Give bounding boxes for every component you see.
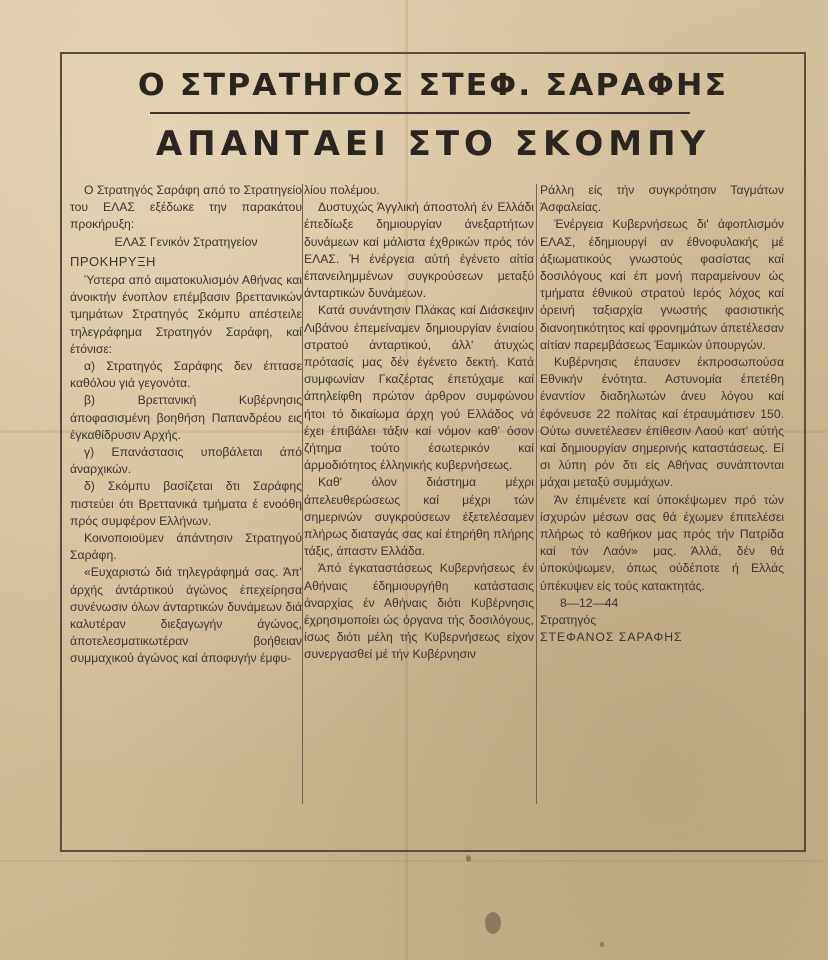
paper-hole <box>600 942 604 947</box>
article-column-1 <box>70 182 302 668</box>
paragraph: β) Βρεττανική Κυβέρνησις άποφασισμένη βοηθήση Παπανδρέου εις έγκαθίδρυσιν Αρχής. <box>70 393 302 442</box>
paragraph: α) Στρατηγός Σαράφης δεν έπτασε καθόλου γιά γεγονότα. <box>70 359 302 391</box>
paragraph-hq: ΕΛΑΣ Γενικόν Στρατηγείον <box>114 234 258 249</box>
article-column-3 <box>540 182 784 646</box>
signature-date: 8—12—44 <box>560 595 619 610</box>
signature-name: ΣΤΕΦΑΝΟΣ ΣΑΡΑΦΗΣ <box>540 630 683 645</box>
paper-hole <box>466 855 471 862</box>
paragraph: Κοινοποιοϋμεν άπάντησιν Στρατηγού Σαράφη. <box>70 531 302 563</box>
column-divider <box>536 184 537 804</box>
paragraph: Ράλλη είς τήν συγκρότησιν Ταγμάτων Άσφαλείας. <box>540 183 784 215</box>
paper-crease <box>0 860 828 862</box>
proclamation-heading: ΠΡΟΚΗΡΥΞΗ <box>70 253 156 269</box>
paragraph: λίου πολέμου. <box>304 183 380 197</box>
paragraph: Άπό έγκαταστάσεως Κυβερνήσεως έν Αθήναις έδημιουργήθη κατάστασις άναρχίας έν Αθήναις διότι Κυβέρνησις έχρησιμοποίει ώς όργανα τής δοσιλόγους, ίσως διότι μέλη τής Κυβερνήσεως είχον συνεργασθεί μέ τήν Κυβέρνησιν <box>304 561 534 662</box>
paragraph: Ο Στρατηγός Σαράφη από το Στρατηγείο του ΕΛΑΣ εξέδωκε την παρακάτου προκήρυξη: <box>70 183 302 232</box>
paragraph: Ένέργεια Κυβερνήσεως δι' άφοπλισμόν ΕΛΑΣ, έδημιουργί αν έθνοφυλακής μέ άξιωματικούς γνωστούς φασίστας καί δοσιλόγους καί έπ μονή παραμείνουν ώς τμήματα έθνικού στρατού Ιερός λόχος καί όρεινή ταξιαρχία γνωστής φασιστικής διανοητικότητος καί φρονημάτων άπετέλεσαν αίτίαν παρεμβάσεως Έαμικών ύπουργών. <box>540 217 784 352</box>
paper-hole <box>485 912 501 934</box>
paragraph: Κυβέρνησις έπαυσεν έκπροσωπούσα Εθνικήν ένότητα. Αστυνομία έπετέθη έναντίον διαδηλωτών άνευ λόγου καί έφόνευσε 22 πολίτας καί έτραυμάτισεν 150. Ούτω συνετέλεσεν έπίθεσιν Λαού κατ' αύτής καί δημιουργίαν σημερινής καταστάσεως. Εί σι λύπη ρόν δτι είς Αθήνας συνάπτονται μάχαι μεταξύ συμμάχων. <box>540 355 784 490</box>
paragraph: γ) Επανάστασις υποβάλεται άπό άναρχικών. <box>70 445 302 477</box>
paragraph: «Ευχαριστώ διά τηλεγράφημά σας. Άπ' άρχής άντάρτικού άγώνος έπεχείρησα συνένωσιν όλων άνταρτικών δυνάμεων διά καλυτέραν διεξαγωγήν άγώνος, άποτελεσματικωτέραν βοήθειαν συμμαχικού άγώνος καί άποφυγήν έμφυ- <box>70 565 302 666</box>
paragraph: Ύστερα από αιματοκυλισμόν Αθήνας και άνοικτήν ένοπλον επέμβασιν βρεττανικών τμημάτων Στρατηγός Σκόμπυ απέστειλε τηλεγράφημα Στρατηγόν Σαράφη, καί έτόνισε: <box>70 273 302 356</box>
article-column-2 <box>304 182 534 664</box>
signature-role: Στρατηγός <box>540 613 597 628</box>
paragraph: Καθ' όλον διάστημα μέχρι άπελευθερώσεως καί μέχρι τών σημερινών συγκρούσεων έξετελέσαμεν πλήρως διαταγάς σας καί έτηρήθη πλήρης τάξις, άπαστν Ελλάδα. <box>304 475 534 559</box>
paragraph: Δυστυχώς Άγγλική άποστολή έν Ελλάδι έπεδίωξε δημιουργίαν άνεξαρτήτων δυνάμεων καί μάλιστα έχθρικών πρός τόν ΕΛΑΣ. Ή ένέργεια αύτή έγένετο αίτία έπανειλημμένων συγκρούσεων μεταξύ άνταρτικών δυνάμεων. <box>304 200 534 301</box>
paragraph: Άν έπιμένετε καί ύποκέψωμεν πρό τών ίσχυρών μέσων σας θά έχωμεν έπιτελέσει πλήρως τό καθήκον μας πρός τήν Πατρίδα καί τόν Λαόν» μας. Άλλά, δέν θά ύποκύψωμεν, όπως ούδέποτε ή Ελλάς ύπέκυψεν είς τούς κατακτητάς. <box>540 492 784 593</box>
paragraph: Κατά συνάντησιν Πλάκας καί Διάσκεψιν Λιβάνου έπεμείναμεν δημιουργίαν ένιαίου στρατού άνταρτικού, άλλ' άτυχώς πρότασίς μας δέν έγένετο δεκτή. Κατά συμφωνίαν Γκαζέρτας έπετύχαμε καί άπηλείφθη πρώτον άρθρον συμφώνου ήτοι τό δικαίωμα άρχη γού Ελλάδος νά έχει έπιβάλει τάξιν καί νόμον καθ' όσον ζήτημα τούτο έσωτερικόν καί άρμοδιότητος έλληνικής κυβερνήσεως. <box>304 303 534 473</box>
headline-line-1: Ο ΣΤΡΑΤΗΓΟΣ ΣΤΕΦ. ΣΑΡΑΦΗΣ <box>137 68 729 103</box>
headline-rule <box>150 112 690 114</box>
headline-line-2: ΑΠΑΝΤΑΕΙ ΣΤΟ ΣΚΟΜΠΥ <box>155 124 711 164</box>
paragraph: δ) Σκόμπυ βασίζεται δτι Σαράφης πιστεύει ότι Βρεττανικά τμήματα έ ενοόθη πρός συμφέρον Ελλήνων. <box>70 479 302 528</box>
column-divider <box>302 184 303 804</box>
